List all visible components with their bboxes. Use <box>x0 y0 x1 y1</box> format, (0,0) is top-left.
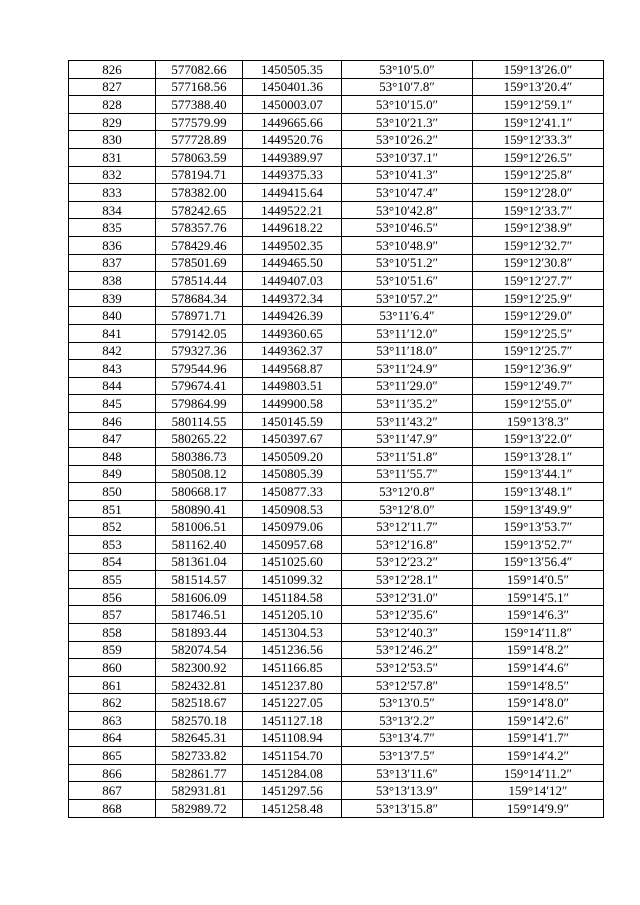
longitude-cell: 159°12′26.5″ <box>473 148 604 166</box>
y-coordinate-cell: 1451297.56 <box>243 782 342 800</box>
x-coordinate-cell: 580265.22 <box>156 430 243 448</box>
point-number-cell: 832 <box>69 166 156 184</box>
longitude-cell: 159°14′11.2″ <box>473 764 604 782</box>
table-row <box>69 360 604 378</box>
y-coordinate-cell: 1449415.64 <box>243 184 342 202</box>
point-number-cell: 829 <box>69 113 156 131</box>
y-coordinate-cell: 1450957.68 <box>243 536 342 554</box>
longitude-cell: 159°13′22.0″ <box>473 430 604 448</box>
x-coordinate-cell: 578514.44 <box>156 272 243 290</box>
table-row <box>69 588 604 606</box>
table-row <box>69 254 604 272</box>
point-number-cell: 827 <box>69 78 156 96</box>
latitude-cell: 53°10′42.8″ <box>342 201 473 219</box>
y-coordinate-cell: 1449900.58 <box>243 395 342 413</box>
table-row <box>69 412 604 430</box>
y-coordinate-cell: 1450401.36 <box>243 78 342 96</box>
x-coordinate-cell: 582989.72 <box>156 799 243 817</box>
longitude-cell: 159°12′28.0″ <box>473 184 604 202</box>
table-row <box>69 624 604 642</box>
x-coordinate-cell: 582733.82 <box>156 747 243 765</box>
x-coordinate-cell: 577168.56 <box>156 78 243 96</box>
longitude-cell: 159°12′33.3″ <box>473 131 604 149</box>
x-coordinate-cell: 580386.73 <box>156 448 243 466</box>
point-number-cell: 859 <box>69 641 156 659</box>
longitude-cell: 159°14′4.6″ <box>473 659 604 677</box>
table-row <box>69 307 604 325</box>
latitude-cell: 53°11′18.0″ <box>342 342 473 360</box>
table-row <box>69 131 604 149</box>
point-number-cell: 868 <box>69 799 156 817</box>
latitude-cell: 53°11′6.4″ <box>342 307 473 325</box>
table-row <box>69 448 604 466</box>
table-row <box>69 166 604 184</box>
latitude-cell: 53°12′46.2″ <box>342 641 473 659</box>
latitude-cell: 53°13′13.9″ <box>342 782 473 800</box>
table-row <box>69 659 604 677</box>
point-number-cell: 853 <box>69 536 156 554</box>
table-row <box>69 148 604 166</box>
x-coordinate-cell: 580890.41 <box>156 500 243 518</box>
table-row <box>69 518 604 536</box>
y-coordinate-cell: 1449522.21 <box>243 201 342 219</box>
x-coordinate-cell: 582074.54 <box>156 641 243 659</box>
point-number-cell: 852 <box>69 518 156 536</box>
point-number-cell: 862 <box>69 694 156 712</box>
point-number-cell: 860 <box>69 659 156 677</box>
table-row <box>69 465 604 483</box>
table-row <box>69 553 604 571</box>
latitude-cell: 53°11′51.8″ <box>342 448 473 466</box>
longitude-cell: 159°14′5.1″ <box>473 588 604 606</box>
point-number-cell: 858 <box>69 624 156 642</box>
x-coordinate-cell: 582931.81 <box>156 782 243 800</box>
x-coordinate-cell: 579142.05 <box>156 324 243 342</box>
x-coordinate-cell: 578429.46 <box>156 236 243 254</box>
x-coordinate-cell: 578357.76 <box>156 219 243 237</box>
longitude-cell: 159°14′6.3″ <box>473 606 604 624</box>
latitude-cell: 53°10′37.1″ <box>342 148 473 166</box>
point-number-cell: 846 <box>69 412 156 430</box>
table-row <box>69 536 604 554</box>
y-coordinate-cell: 1449372.34 <box>243 289 342 307</box>
point-number-cell: 848 <box>69 448 156 466</box>
point-number-cell: 840 <box>69 307 156 325</box>
y-coordinate-cell: 1451108.94 <box>243 729 342 747</box>
y-coordinate-cell: 1449803.51 <box>243 377 342 395</box>
point-number-cell: 856 <box>69 588 156 606</box>
x-coordinate-cell: 579327.36 <box>156 342 243 360</box>
latitude-cell: 53°13′7.5″ <box>342 747 473 765</box>
latitude-cell: 53°10′15.0″ <box>342 96 473 114</box>
table-row <box>69 606 604 624</box>
table-row <box>69 571 604 589</box>
point-number-cell: 866 <box>69 764 156 782</box>
x-coordinate-cell: 581162.40 <box>156 536 243 554</box>
table-row <box>69 324 604 342</box>
latitude-cell: 53°10′48.9″ <box>342 236 473 254</box>
latitude-cell: 53°10′57.2″ <box>342 289 473 307</box>
y-coordinate-cell: 1450509.20 <box>243 448 342 466</box>
point-number-cell: 867 <box>69 782 156 800</box>
longitude-cell: 159°12′30.8″ <box>473 254 604 272</box>
point-number-cell: 836 <box>69 236 156 254</box>
table-row <box>69 799 604 817</box>
x-coordinate-cell: 582570.18 <box>156 711 243 729</box>
longitude-cell: 159°12′33.7″ <box>473 201 604 219</box>
x-coordinate-cell: 578194.71 <box>156 166 243 184</box>
longitude-cell: 159°14′2.6″ <box>473 711 604 729</box>
longitude-cell: 159°14′4.2″ <box>473 747 604 765</box>
latitude-cell: 53°11′47.9″ <box>342 430 473 448</box>
x-coordinate-cell: 578382.00 <box>156 184 243 202</box>
longitude-cell: 159°14′8.5″ <box>473 676 604 694</box>
longitude-cell: 159°14′1.7″ <box>473 729 604 747</box>
longitude-cell: 159°12′55.0″ <box>473 395 604 413</box>
latitude-cell: 53°11′12.0″ <box>342 324 473 342</box>
latitude-cell: 53°10′41.3″ <box>342 166 473 184</box>
y-coordinate-cell: 1451154.70 <box>243 747 342 765</box>
point-number-cell: 833 <box>69 184 156 202</box>
coordinates-table-body <box>69 61 604 818</box>
point-number-cell: 843 <box>69 360 156 378</box>
y-coordinate-cell: 1450145.59 <box>243 412 342 430</box>
x-coordinate-cell: 577082.66 <box>156 61 243 79</box>
latitude-cell: 53°10′5.0″ <box>342 61 473 79</box>
table-row <box>69 219 604 237</box>
table-row <box>69 201 604 219</box>
table-row <box>69 184 604 202</box>
x-coordinate-cell: 577579.99 <box>156 113 243 131</box>
latitude-cell: 53°10′51.2″ <box>342 254 473 272</box>
longitude-cell: 159°12′41.1″ <box>473 113 604 131</box>
point-number-cell: 839 <box>69 289 156 307</box>
longitude-cell: 159°12′38.9″ <box>473 219 604 237</box>
y-coordinate-cell: 1449362.37 <box>243 342 342 360</box>
x-coordinate-cell: 581006.51 <box>156 518 243 536</box>
table-row <box>69 236 604 254</box>
coordinates-table <box>68 60 604 818</box>
y-coordinate-cell: 1450003.07 <box>243 96 342 114</box>
latitude-cell: 53°13′2.2″ <box>342 711 473 729</box>
y-coordinate-cell: 1449465.50 <box>243 254 342 272</box>
x-coordinate-cell: 580668.17 <box>156 483 243 501</box>
x-coordinate-cell: 578063.59 <box>156 148 243 166</box>
longitude-cell: 159°12′25.7″ <box>473 342 604 360</box>
y-coordinate-cell: 1450397.67 <box>243 430 342 448</box>
latitude-cell: 53°12′57.8″ <box>342 676 473 694</box>
table-row <box>69 676 604 694</box>
table-row <box>69 377 604 395</box>
longitude-cell: 159°12′36.9″ <box>473 360 604 378</box>
latitude-cell: 53°12′0.8″ <box>342 483 473 501</box>
point-number-cell: 849 <box>69 465 156 483</box>
longitude-cell: 159°12′25.8″ <box>473 166 604 184</box>
point-number-cell: 834 <box>69 201 156 219</box>
table-row <box>69 61 604 79</box>
x-coordinate-cell: 577388.40 <box>156 96 243 114</box>
point-number-cell: 865 <box>69 747 156 765</box>
x-coordinate-cell: 581606.09 <box>156 588 243 606</box>
y-coordinate-cell: 1449520.76 <box>243 131 342 149</box>
point-number-cell: 861 <box>69 676 156 694</box>
table-row <box>69 500 604 518</box>
y-coordinate-cell: 1449502.35 <box>243 236 342 254</box>
x-coordinate-cell: 580508.12 <box>156 465 243 483</box>
point-number-cell: 851 <box>69 500 156 518</box>
table-row <box>69 764 604 782</box>
longitude-cell: 159°14′0.5″ <box>473 571 604 589</box>
table-row <box>69 395 604 413</box>
latitude-cell: 53°10′46.5″ <box>342 219 473 237</box>
y-coordinate-cell: 1450505.35 <box>243 61 342 79</box>
y-coordinate-cell: 1451127.18 <box>243 711 342 729</box>
latitude-cell: 53°13′11.6″ <box>342 764 473 782</box>
x-coordinate-cell: 582645.31 <box>156 729 243 747</box>
y-coordinate-cell: 1451236.56 <box>243 641 342 659</box>
latitude-cell: 53°13′4.7″ <box>342 729 473 747</box>
table-row <box>69 641 604 659</box>
point-number-cell: 841 <box>69 324 156 342</box>
latitude-cell: 53°13′0.5″ <box>342 694 473 712</box>
y-coordinate-cell: 1449618.22 <box>243 219 342 237</box>
y-coordinate-cell: 1451205.10 <box>243 606 342 624</box>
x-coordinate-cell: 582518.67 <box>156 694 243 712</box>
point-number-cell: 838 <box>69 272 156 290</box>
y-coordinate-cell: 1449375.33 <box>243 166 342 184</box>
longitude-cell: 159°12′29.0″ <box>473 307 604 325</box>
y-coordinate-cell: 1451237.80 <box>243 676 342 694</box>
x-coordinate-cell: 578501.69 <box>156 254 243 272</box>
point-number-cell: 828 <box>69 96 156 114</box>
table-row <box>69 747 604 765</box>
longitude-cell: 159°12′32.7″ <box>473 236 604 254</box>
x-coordinate-cell: 577728.89 <box>156 131 243 149</box>
latitude-cell: 53°10′51.6″ <box>342 272 473 290</box>
longitude-cell: 159°14′11.8″ <box>473 624 604 642</box>
longitude-cell: 159°12′25.9″ <box>473 289 604 307</box>
latitude-cell: 53°10′7.8″ <box>342 78 473 96</box>
point-number-cell: 845 <box>69 395 156 413</box>
x-coordinate-cell: 582432.81 <box>156 676 243 694</box>
latitude-cell: 53°12′16.8″ <box>342 536 473 554</box>
latitude-cell: 53°11′29.0″ <box>342 377 473 395</box>
table-row <box>69 289 604 307</box>
longitude-cell: 159°13′26.0″ <box>473 61 604 79</box>
point-number-cell: 826 <box>69 61 156 79</box>
point-number-cell: 855 <box>69 571 156 589</box>
longitude-cell: 159°14′8.2″ <box>473 641 604 659</box>
table-row <box>69 96 604 114</box>
longitude-cell: 159°12′49.7″ <box>473 377 604 395</box>
latitude-cell: 53°12′40.3″ <box>342 624 473 642</box>
table-row <box>69 483 604 501</box>
latitude-cell: 53°12′35.6″ <box>342 606 473 624</box>
x-coordinate-cell: 581361.04 <box>156 553 243 571</box>
x-coordinate-cell: 580114.55 <box>156 412 243 430</box>
latitude-cell: 53°11′35.2″ <box>342 395 473 413</box>
longitude-cell: 159°12′59.1″ <box>473 96 604 114</box>
longitude-cell: 159°13′56.4″ <box>473 553 604 571</box>
x-coordinate-cell: 578971.71 <box>156 307 243 325</box>
table-row <box>69 78 604 96</box>
point-number-cell: 854 <box>69 553 156 571</box>
longitude-cell: 159°13′49.9″ <box>473 500 604 518</box>
longitude-cell: 159°13′48.1″ <box>473 483 604 501</box>
y-coordinate-cell: 1451304.53 <box>243 624 342 642</box>
longitude-cell: 159°14′8.0″ <box>473 694 604 712</box>
table-row <box>69 113 604 131</box>
longitude-cell: 159°14′12″ <box>473 782 604 800</box>
latitude-cell: 53°12′53.5″ <box>342 659 473 677</box>
latitude-cell: 53°12′28.1″ <box>342 571 473 589</box>
point-number-cell: 842 <box>69 342 156 360</box>
longitude-cell: 159°12′27.7″ <box>473 272 604 290</box>
latitude-cell: 53°10′47.4″ <box>342 184 473 202</box>
y-coordinate-cell: 1451258.48 <box>243 799 342 817</box>
point-number-cell: 847 <box>69 430 156 448</box>
point-number-cell: 850 <box>69 483 156 501</box>
y-coordinate-cell: 1450877.33 <box>243 483 342 501</box>
x-coordinate-cell: 579674.41 <box>156 377 243 395</box>
point-number-cell: 837 <box>69 254 156 272</box>
point-number-cell: 857 <box>69 606 156 624</box>
y-coordinate-cell: 1449426.39 <box>243 307 342 325</box>
y-coordinate-cell: 1449568.87 <box>243 360 342 378</box>
longitude-cell: 159°13′44.1″ <box>473 465 604 483</box>
latitude-cell: 53°11′43.2″ <box>342 412 473 430</box>
longitude-cell: 159°13′28.1″ <box>473 448 604 466</box>
y-coordinate-cell: 1449389.97 <box>243 148 342 166</box>
y-coordinate-cell: 1451184.58 <box>243 588 342 606</box>
table-row <box>69 430 604 448</box>
longitude-cell: 159°12′25.5″ <box>473 324 604 342</box>
point-number-cell: 844 <box>69 377 156 395</box>
x-coordinate-cell: 581893.44 <box>156 624 243 642</box>
table-row <box>69 782 604 800</box>
latitude-cell: 53°12′23.2″ <box>342 553 473 571</box>
y-coordinate-cell: 1450908.53 <box>243 500 342 518</box>
latitude-cell: 53°12′8.0″ <box>342 500 473 518</box>
point-number-cell: 831 <box>69 148 156 166</box>
table-row <box>69 729 604 747</box>
latitude-cell: 53°10′26.2″ <box>342 131 473 149</box>
y-coordinate-cell: 1449665.66 <box>243 113 342 131</box>
x-coordinate-cell: 582861.77 <box>156 764 243 782</box>
latitude-cell: 53°11′24.9″ <box>342 360 473 378</box>
longitude-cell: 159°13′52.7″ <box>473 536 604 554</box>
latitude-cell: 53°10′21.3″ <box>342 113 473 131</box>
x-coordinate-cell: 578242.65 <box>156 201 243 219</box>
table-row <box>69 694 604 712</box>
latitude-cell: 53°13′15.8″ <box>342 799 473 817</box>
x-coordinate-cell: 581514.57 <box>156 571 243 589</box>
y-coordinate-cell: 1451166.85 <box>243 659 342 677</box>
y-coordinate-cell: 1451284.08 <box>243 764 342 782</box>
longitude-cell: 159°13′53.7″ <box>473 518 604 536</box>
longitude-cell: 159°13′8.3″ <box>473 412 604 430</box>
y-coordinate-cell: 1450805.39 <box>243 465 342 483</box>
x-coordinate-cell: 582300.92 <box>156 659 243 677</box>
x-coordinate-cell: 579544.96 <box>156 360 243 378</box>
longitude-cell: 159°13′20.4″ <box>473 78 604 96</box>
table-row <box>69 711 604 729</box>
table-row <box>69 342 604 360</box>
point-number-cell: 835 <box>69 219 156 237</box>
latitude-cell: 53°12′11.7″ <box>342 518 473 536</box>
y-coordinate-cell: 1450979.06 <box>243 518 342 536</box>
y-coordinate-cell: 1451227.05 <box>243 694 342 712</box>
latitude-cell: 53°11′55.7″ <box>342 465 473 483</box>
x-coordinate-cell: 581746.51 <box>156 606 243 624</box>
table-row <box>69 272 604 290</box>
point-number-cell: 830 <box>69 131 156 149</box>
y-coordinate-cell: 1449407.03 <box>243 272 342 290</box>
y-coordinate-cell: 1451099.32 <box>243 571 342 589</box>
point-number-cell: 864 <box>69 729 156 747</box>
y-coordinate-cell: 1451025.60 <box>243 553 342 571</box>
x-coordinate-cell: 579864.99 <box>156 395 243 413</box>
y-coordinate-cell: 1449360.65 <box>243 324 342 342</box>
latitude-cell: 53°12′31.0″ <box>342 588 473 606</box>
longitude-cell: 159°14′9.9″ <box>473 799 604 817</box>
x-coordinate-cell: 578684.34 <box>156 289 243 307</box>
point-number-cell: 863 <box>69 711 156 729</box>
